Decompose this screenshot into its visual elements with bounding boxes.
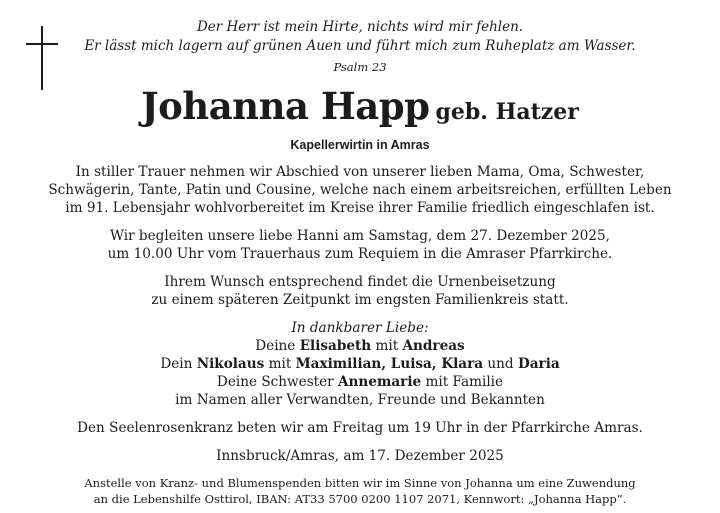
mourners-text: Deine — [255, 338, 300, 354]
mourner-name: Nikolaus — [196, 356, 265, 372]
mourners-intro: In dankbarer Liebe: — [291, 320, 429, 336]
mourner-name: Annemarie — [338, 374, 422, 390]
announcement-paragraph — [40, 163, 680, 217]
funeral-line: Wir begleiten unsere liebe Hanni am Samstag, dem 27. Dezember 2025, — [110, 228, 610, 244]
deceased-birth-name: geb. Hatzer — [435, 99, 579, 125]
burial-line: zu einem späteren Zeitpunkt im engsten Familienkreis statt. — [151, 292, 569, 308]
deceased-name — [40, 83, 680, 137]
mourners-line — [40, 373, 680, 391]
announcement-line: Schwägerin, Tante, Patin und Cousine, welche nach einem arbeitsreichen, erfüllten Leben — [48, 182, 672, 198]
psalm-line: Er lässt mich lagern auf grünen Auen und führt mich zum Ruheplatz am Wasser. — [84, 38, 636, 54]
mourners-text: mit — [264, 356, 296, 372]
mourner-name: Daria — [517, 356, 560, 372]
place-date-line: Innsbruck/Amras, am 17. Dezember 2025 — [216, 448, 504, 464]
place-and-date — [40, 447, 680, 465]
mourners-text: Deine Schwester — [216, 374, 338, 390]
donation-notice — [40, 476, 680, 507]
rosary-line: Den Seelenrosenkranz beten wir am Freitag um 19 Uhr in der Pfarrkirche Amras. — [77, 420, 643, 436]
mourners-text: mit Familie — [421, 374, 504, 390]
mourners-line — [40, 337, 680, 355]
burial-paragraph — [40, 273, 680, 309]
mourner-name: Elisabeth — [299, 338, 372, 354]
mourners-line — [40, 355, 680, 373]
psalm-quote — [40, 18, 680, 56]
mourners-text: Dein — [160, 356, 197, 372]
mourner-name: Maximilian, Luisa, Klara — [295, 356, 484, 372]
funeral-line: um 10.00 Uhr vom Trauerhaus zum Requiem in die Amraser Pfarrkirche. — [107, 246, 613, 262]
rosary-notice — [40, 419, 680, 437]
mourners-text: mit — [371, 338, 403, 354]
mourners-line: im Namen aller Verwandten, Freunde und Bekannten — [175, 392, 545, 408]
mourners-block — [40, 319, 680, 409]
psalm-line: Der Herr ist mein Hirte, nichts wird mir fehlen. — [196, 19, 524, 35]
funeral-paragraph — [40, 227, 680, 263]
mourners-text: und — [483, 356, 518, 372]
burial-line: Ihrem Wunsch entsprechend findet die Urnenbeisetzung — [164, 274, 556, 290]
announcement-line: In stiller Trauer nehmen wir Abschied von unserer lieben Mama, Oma, Schwester, — [75, 164, 645, 180]
deceased-full-name: Johanna Happ — [141, 84, 430, 128]
donation-line: Anstelle von Kranz- und Blumenspenden bitten wir im Sinne von Johanna um eine Zuwendung — [84, 476, 636, 490]
deceased-title: Kapellerwirtin in Amras — [290, 138, 430, 152]
obituary-notice — [40, 18, 680, 507]
announcement-line: im 91. Lebensjahr wohlvorbereitet im Kreise ihrer Familie friedlich eingeschlafen ist. — [65, 200, 655, 216]
psalm-reference: Psalm 23 — [333, 60, 387, 74]
mourner-name: Andreas — [402, 338, 465, 354]
donation-line: an die Lebenshilfe Osttirol, IBAN: AT33 5700 0200 1107 2071, Kennwort: „Johanna Happ“. — [93, 491, 627, 506]
